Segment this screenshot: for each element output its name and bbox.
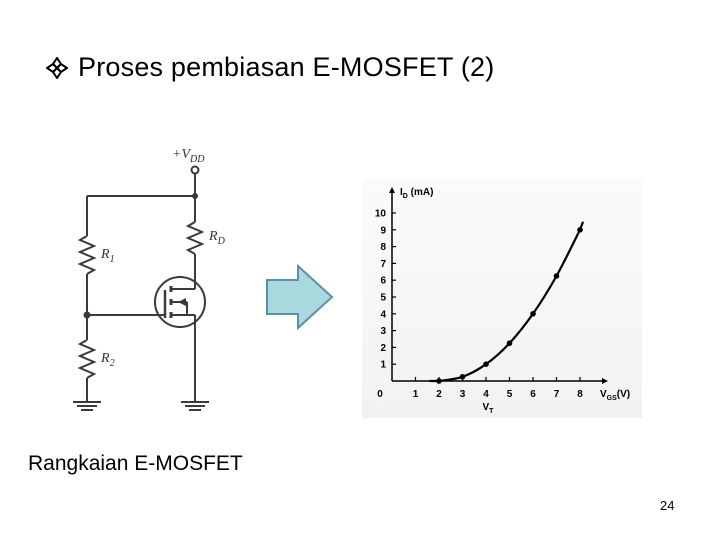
y-tick-label: 1 — [380, 359, 386, 371]
x-axis-arrow-icon — [602, 378, 608, 384]
ground-left-icon — [73, 402, 101, 410]
x-tick-label: 3 — [459, 389, 466, 400]
page-number: 24 — [660, 498, 675, 513]
y-tick-label: 9 — [380, 225, 386, 237]
x-tick-label: 5 — [506, 389, 513, 400]
data-point — [530, 311, 536, 317]
y-tick-label: 4 — [380, 309, 386, 321]
y-tick-label: 10 — [374, 208, 386, 220]
y-tick-label: 7 — [380, 258, 386, 270]
y-tick-label: 5 — [380, 292, 386, 304]
arrow-shape — [267, 266, 332, 328]
x-tick-label: 0 — [377, 389, 383, 400]
slide-title-row — [46, 52, 494, 83]
resistor-r1 — [80, 236, 94, 274]
right-arrow-icon — [262, 262, 336, 332]
x-axis-label: $V_{GS}(V)$ — [600, 389, 631, 402]
data-point — [460, 374, 466, 380]
supply-node — [192, 167, 199, 174]
x-tick-label: 1 — [412, 389, 419, 400]
slide-title: Proses pembiasan E-MOSFET (2) — [78, 52, 495, 82]
y-axis-arrow-icon — [389, 187, 395, 193]
diamond-bullet-icon — [46, 57, 68, 79]
y-tick-label: 6 — [380, 275, 386, 287]
ground-right-icon — [181, 402, 209, 410]
mosfet-arrow-icon — [178, 298, 186, 306]
transfer-curve — [430, 222, 583, 381]
y-tick-label: 8 — [380, 242, 386, 254]
circuit-caption: Rangkaian E-MOSFET — [28, 452, 243, 475]
y-tick-label: 3 — [380, 326, 386, 338]
data-point — [483, 361, 489, 367]
resistor-rd — [188, 222, 202, 254]
emosfet-bias-circuit — [60, 140, 250, 430]
vt-label: $V_T$ — [482, 402, 494, 415]
data-point — [436, 378, 442, 384]
y-axis-label: $I_D$ (mA) — [400, 187, 434, 200]
x-tick-label: 7 — [553, 389, 560, 400]
data-point — [554, 273, 560, 279]
data-point — [577, 227, 583, 233]
x-tick-label: 8 — [577, 389, 583, 400]
x-tick-label: 4 — [483, 389, 489, 400]
resistor-r2 — [80, 340, 94, 378]
rd-label: $R_D$ — [209, 229, 225, 247]
r1-label: $R_1$ — [101, 247, 115, 265]
y-tick-label: 2 — [380, 342, 386, 354]
x-tick-label: 2 — [436, 389, 442, 400]
r2-label: $R_2$ — [101, 351, 115, 369]
supply-label: $+V_{DD}$ — [172, 147, 205, 165]
x-tick-label: 6 — [530, 389, 536, 400]
data-point — [507, 340, 513, 346]
id-vgs-chart — [362, 178, 642, 418]
